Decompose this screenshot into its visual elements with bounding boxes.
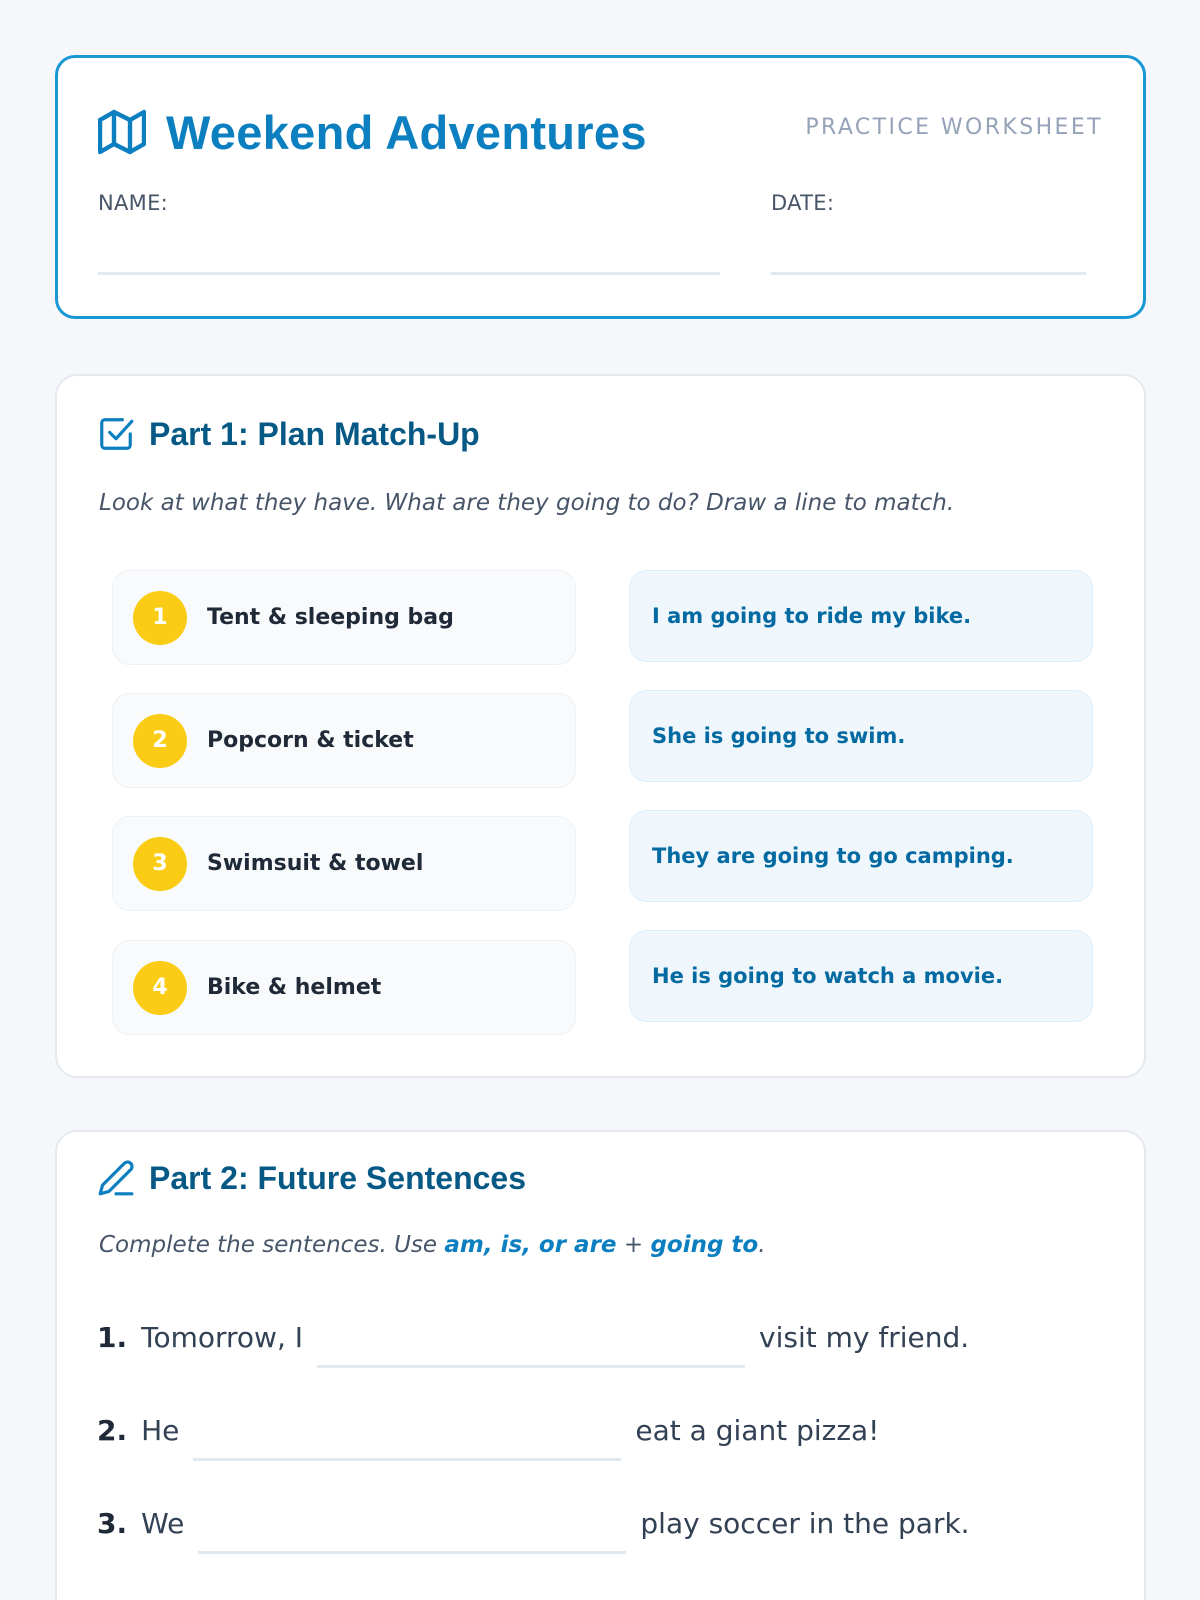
worksheet-tag: PRACTICE WORKSHEET [805,115,1103,140]
sentence-after: visit my friend. [759,1321,970,1354]
checkbox-icon [97,415,135,453]
match-item-label: Tent & sleeping bag [207,605,454,630]
match-item-label: Swimsuit & towel [207,851,424,876]
map-icon [98,108,146,156]
part1-title: Part 1: Plan Match-Up [149,415,480,452]
sentence-number: 3. [97,1507,128,1540]
name-label: NAME: [98,191,169,215]
instructions-text: . [758,1232,766,1258]
part2-instructions [99,1232,766,1258]
match-item-left[interactable] [112,940,576,1035]
match-sentence: I am going to ride my bike. [652,604,972,628]
answer-blank[interactable] [193,1458,621,1461]
sentence-after: play soccer in the park. [640,1507,970,1540]
match-sentence: They are going to go camping. [652,844,1014,868]
match-item-left[interactable] [112,570,576,665]
match-item-right[interactable] [629,930,1093,1022]
sentence-before: He [141,1414,180,1447]
sentence-item [97,1397,879,1447]
number-badge: 1 [133,591,187,645]
header-title-row [98,102,647,162]
part1-section [55,374,1146,1078]
sentence-number: 1. [97,1321,128,1354]
sentence-item [97,1490,970,1540]
sentence-number: 2. [97,1414,128,1447]
name-field[interactable] [98,272,720,275]
sentence-after: eat a giant pizza! [635,1414,880,1447]
match-item-label: Popcorn & ticket [207,728,414,753]
worksheet-header [55,55,1146,319]
instructions-text: + [616,1232,651,1258]
number-badge: 3 [133,837,187,891]
date-label: DATE: [771,191,835,215]
sentence-before: Tomorrow, I [141,1321,304,1354]
answer-blank[interactable] [317,1365,745,1368]
instructions-highlight: am, is, or are [444,1232,617,1258]
sentence-item [97,1304,969,1354]
part2-title: Part 2: Future Sentences [149,1159,526,1196]
instructions-text: Complete the sentences. Use [99,1232,445,1258]
instructions-highlight: going to [650,1232,759,1258]
pencil-icon [97,1159,135,1197]
page-title: Weekend Adventures [166,105,647,159]
match-item-label: Bike & helmet [207,975,382,1000]
match-item-left[interactable] [112,816,576,911]
date-field[interactable] [771,272,1086,275]
match-item-right[interactable] [629,690,1093,782]
number-badge: 2 [133,714,187,768]
part1-instructions: Look at what they have. What are they going to do? Draw a line to match. [99,490,955,516]
part2-section [55,1130,1146,1600]
match-item-left[interactable] [112,693,576,788]
part2-title-row [97,1156,526,1200]
number-badge: 4 [133,961,187,1015]
match-sentence: She is going to swim. [652,724,906,748]
part1-title-row [97,412,480,456]
match-item-right[interactable] [629,570,1093,662]
sentence-before: We [141,1507,185,1540]
match-item-right[interactable] [629,810,1093,902]
match-sentence: He is going to watch a movie. [652,964,1004,988]
answer-blank[interactable] [198,1551,626,1554]
